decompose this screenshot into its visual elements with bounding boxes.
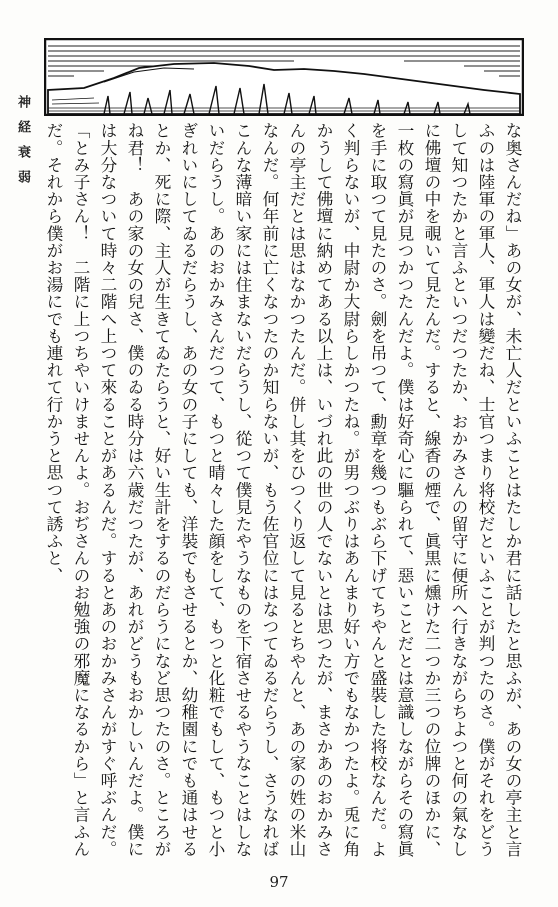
header-landscape-illustration <box>44 38 524 116</box>
landscape-woodcut-icon <box>44 38 524 116</box>
paragraph-1: な奥さんだね」あの女が、未亡人だといふことはたしか君に話したと思ふが、あの女の亭主と言ふのは陸軍の軍人、軍人は變だね、士官つまり将校だといふことが判つたのさ。僕がそれをどうして知つたかと言ふといつだつたか、おかみさんの留守に便所へ行きながらちよつと何の氣なしに佛壇の中を覗いて見たんだ。すると、線香の煙で、眞黒に燻けた二つか三つの位牌のほかに、一枚の寫眞が見つかつたんだよ。僕は好奇心に驅られて、惡いことだとは意識しながらその寫眞を手に取つて見たのさ。劍を吊つて、勳章を幾つもぶら下げてちやんと盛裝した将校なんだ。よく判らないが、中尉か大尉らしかつたね。が男つぶりはあんまり好い方でもなかつたよ。兎に角かうして佛壇に納めてある以上は、いづれ此の世の人でないとは思つたが、まさかあのおかみさんの亭主だとは思はなかつたんだ。併し其をひつくり返して見るとちやんと、あの家の姓の米山なんだ。何年前に亡くなつたのか知らないが、もう佐官位にはなつてゐるだらうし、さうなればこんな薄暗い家には住まないだらうし、從つて僕見たやうなものを下宿させるやうなことはしないだらうし。あのおかみさんだつて、もつと晴々した顔をして、もつと化粧でもして、もつと小ぎれいにしてゐるだらうし、あの女の子にしても、洋裝でもさせるとか、幼稚園にでも通はせるとか、死に際、主人が生きてゐたらうと、好い生計をするのだらうになど思つたのさ。ところがね君！ あの家の女の兒さ、僕のゐる時分は六歳だつたが、あれがどうもおかしいんだよ。僕には大分なついて時々二階へ上つて來ることがあるんだ。するとあのおかみさんがすぐ呼ぶんだ。 <box>98 122 523 858</box>
running-head: 神経衰弱 <box>15 95 30 195</box>
paragraph-2: 「とみ子さん！ 二階に上つちやいけませんよ。おぢさんのお勉強の邪魔になるから」と言ふんだ。それから僕がお湯にでも連れて行かうと思つて誘ふと、 <box>44 122 91 858</box>
page-number: 97 <box>269 873 289 891</box>
vertical-body-text <box>44 122 526 862</box>
